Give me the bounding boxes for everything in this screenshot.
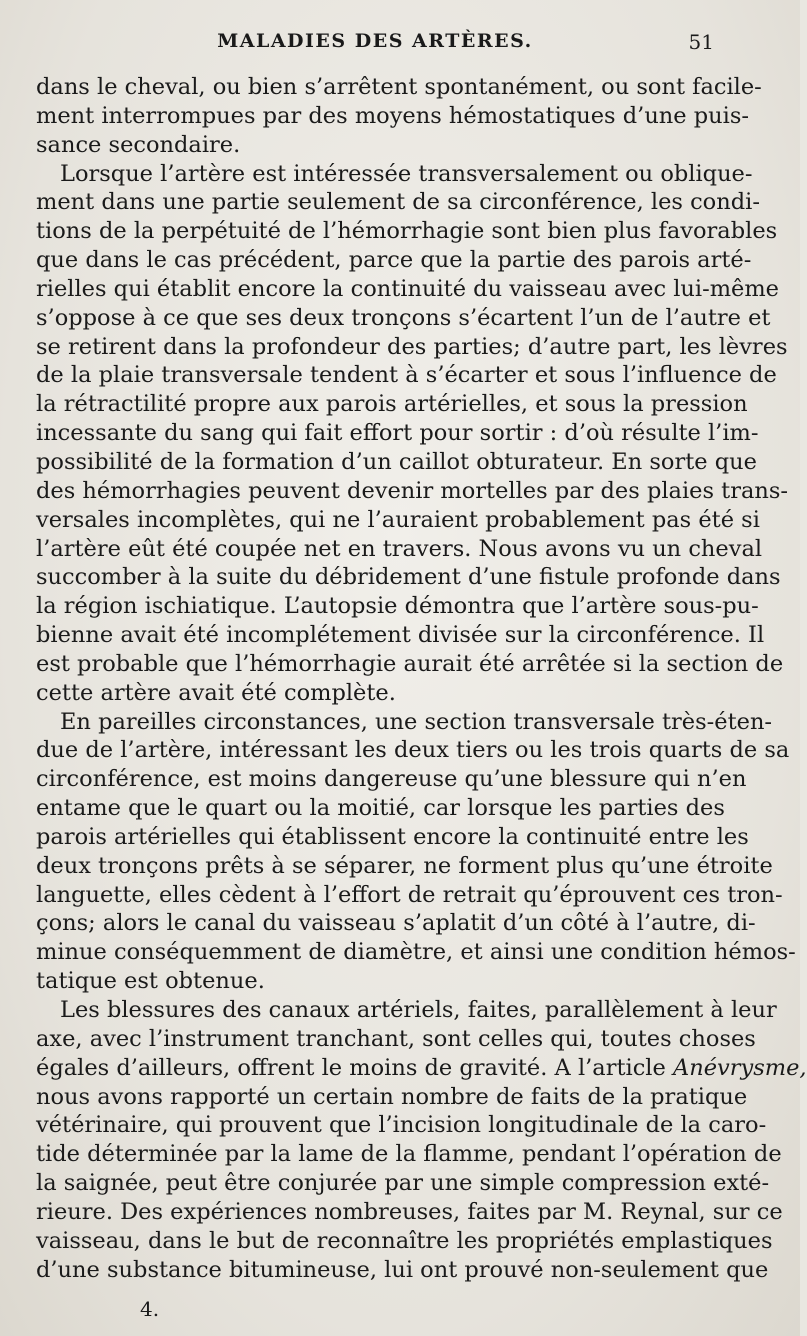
text-line: parois artérielles qui établissent encore la continuité entre les xyxy=(36,823,749,850)
text-line: rielles qui établit encore la continuité du vaisseau avec lui-même xyxy=(36,275,779,302)
text-line: tatique est obtenue. xyxy=(36,968,265,995)
text-line: la rétractilité propre aux parois artérielles, et sous la pression xyxy=(36,391,748,418)
text-line: tions de la perpétuité de l’hémorrhagie sont bien plus favorables xyxy=(36,218,778,245)
text-line: Les blessures des canaux artériels, faites, parallèlement à leur xyxy=(60,997,777,1023)
text-line: languette, elles cèdent à l’effort de retrait qu’éprouvent ces tron- xyxy=(36,881,783,908)
text-line: des hémorrhagies peuvent devenir mortelles par des plaies trans- xyxy=(36,477,789,504)
text-line: de la plaie transversale tendent à s’écarter et sous l’influence de xyxy=(36,362,777,389)
text-line: circonférence, est moins dangereuse qu’une blessure qui n’en xyxy=(36,766,747,793)
running-title: MALADIES DES ARTÈRES. xyxy=(217,30,533,52)
text-line: la saignée, peut être conjurée par une simple compression exté- xyxy=(36,1170,770,1197)
text-line: tide déterminée par la lame de la flamme, pendant l’opération de xyxy=(36,1141,782,1168)
text-line: sance secondaire. xyxy=(36,131,241,158)
text-line: dans le cheval, ou bien s’arrêtent spontanément, ou sont facile- xyxy=(36,74,762,100)
page-header xyxy=(36,30,714,62)
body-text xyxy=(36,73,807,1284)
text-line: nous avons rapporté un certain nombre de faits de la pratique xyxy=(36,1083,748,1110)
text-line: d’une substance bitumineuse, lui ont prouvé non-seulement que xyxy=(36,1256,769,1283)
text-line: En pareilles circonstances, une section transversale très-éten- xyxy=(60,708,773,735)
text-line: l’artère eût été coupée net en travers. Nous avons vu un cheval xyxy=(36,535,763,562)
text-line: versales incomplètes, qui ne l’auraient probablement pas été si xyxy=(36,506,760,533)
text-line: possibilité de la formation d’un caillot obturateur. En sorte que xyxy=(36,448,757,475)
text-line: ment dans une partie seulement de sa circonférence, les condi- xyxy=(36,189,760,216)
text-line: Lorsque l’artère est intéressée transversalement ou oblique- xyxy=(60,160,753,187)
text-line: entame que le quart ou la moitié, car lorsque les parties des xyxy=(36,795,725,822)
text-line: la région ischiatique. L’autopsie démontra que l’artère sous-pu- xyxy=(36,593,759,620)
text-line: çons; alors le canal du vaisseau s’aplatit d’un côté à l’autre, di- xyxy=(36,910,756,937)
text-line: axe, avec l’instrument tranchant, sont celles qui, toutes choses xyxy=(36,1025,756,1052)
text-line: succomber à la suite du débridement d’une fistule profonde dans xyxy=(36,564,781,591)
text-line: vaisseau, dans le but de reconnaître les propriétés emplastiques xyxy=(36,1227,773,1254)
text-line: se retirent dans la profondeur des parties; d’autre part, les lèvres xyxy=(36,333,788,360)
text-line: due de l’artère, intéressant les deux tiers ou les trois quarts de sa xyxy=(36,737,790,764)
text-line: incessante du sang qui fait effort pour sortir : d’où résulte l’im- xyxy=(36,420,759,447)
text-line: est probable que l’hémorrhagie aurait été arrêtée si la section de xyxy=(36,650,784,677)
signature-mark: 4. xyxy=(140,1297,160,1321)
text-line: cette artère avait été complète. xyxy=(36,679,396,706)
page-number: 51 xyxy=(688,30,714,54)
text-line: vétérinaire, qui prouvent que l’incision longitudinale de la caro- xyxy=(36,1112,767,1139)
text-line: s’oppose à ce que ses deux tronçons s’écartent l’un de l’autre et xyxy=(36,304,771,331)
text-line: ment interrompues par des moyens hémostatiques d’une puis- xyxy=(36,102,750,129)
text-line: bienne avait été incomplétement divisée sur la circonférence. Il xyxy=(36,622,765,649)
text-line: deux tronçons prêts à se séparer, ne forment plus qu’une étroite xyxy=(36,852,773,879)
text-line: minue conséquemment de diamètre, et ainsi une condition hémos- xyxy=(36,939,796,966)
text-line: que dans le cas précédent, parce que la partie des parois arté- xyxy=(36,247,752,274)
text-line: égales d’ailleurs, offrent le moins de gravité. A l’article Anévrysme, xyxy=(36,1054,807,1081)
text-line: rieure. Des expériences nombreuses, faites par M. Reynal, sur ce xyxy=(36,1198,783,1225)
